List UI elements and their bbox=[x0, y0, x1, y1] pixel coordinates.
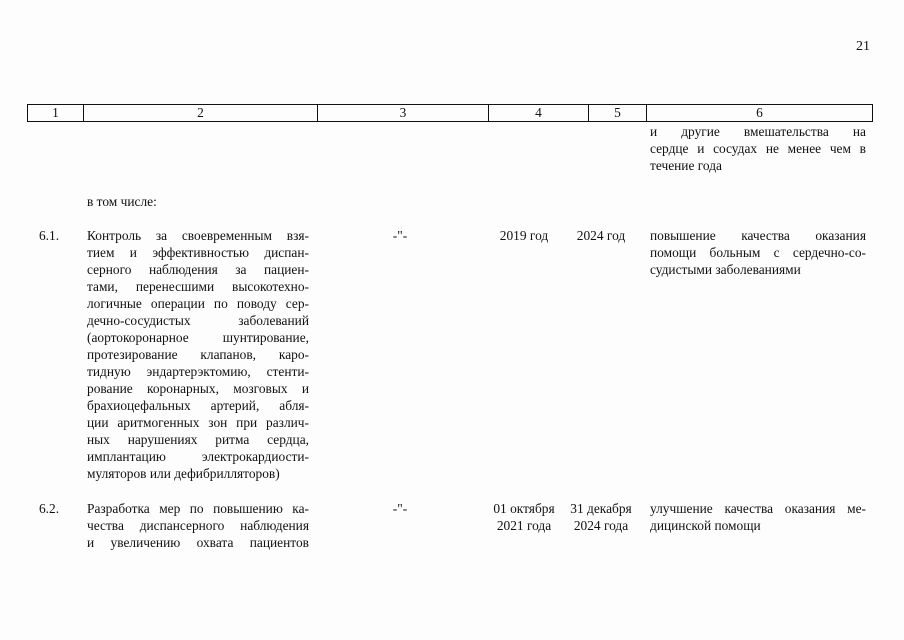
text-line: и увеличению охвата пациентов bbox=[87, 535, 309, 550]
column-header-1: 1 bbox=[28, 105, 84, 121]
text-line: повышение качества оказания bbox=[650, 228, 866, 243]
text-line: дечно-сосудистых заболеваний bbox=[87, 313, 309, 328]
text-line: 2024 год bbox=[576, 228, 626, 243]
text-line: Разработка мер по повышению ка- bbox=[87, 501, 309, 516]
row-end-date bbox=[562, 227, 640, 244]
row-start-date bbox=[490, 227, 558, 244]
page-number: 21 bbox=[856, 39, 870, 54]
continuation-col6 bbox=[650, 123, 866, 174]
text-line: муляторов или дефибрилляторов) bbox=[87, 466, 280, 481]
row-end-date bbox=[562, 500, 640, 534]
row-result bbox=[650, 227, 866, 278]
text-line: 2019 год bbox=[499, 228, 549, 243]
subheading: в том числе: bbox=[87, 194, 157, 209]
text-line: логичные операции по поводу сер- bbox=[87, 296, 309, 311]
column-header-2: 2 bbox=[84, 105, 318, 121]
text-line: и другие вмешательства на bbox=[650, 124, 866, 139]
table-header-row bbox=[27, 104, 873, 122]
text-line: течение года bbox=[650, 158, 722, 173]
text-line: Контроль за своевременным взя- bbox=[87, 228, 309, 243]
text-line: (аортокоронарное шунтирование, bbox=[87, 330, 309, 345]
text-line: тидную эндартерэктомию, стенти- bbox=[87, 364, 309, 379]
text-line: помощи больным с сердечно-со- bbox=[650, 245, 866, 260]
text-line: имплантацию электрокардиости- bbox=[87, 449, 309, 464]
text-line: серного наблюдения за пациен- bbox=[87, 262, 309, 277]
text-line: 31 декабря bbox=[570, 501, 632, 516]
text-line: чества диспансерного наблюдения bbox=[87, 518, 309, 533]
column-header-5: 5 bbox=[589, 105, 647, 121]
row-description bbox=[87, 227, 309, 482]
text-line: сердце и сосудах не менее чем в bbox=[650, 141, 866, 156]
text-line: 2021 года bbox=[496, 518, 552, 533]
text-line: дицинской помощи bbox=[650, 518, 761, 533]
text-line: 2024 года bbox=[573, 518, 629, 533]
text-line: рование коронарных, мозговых и bbox=[87, 381, 309, 396]
text-line: ных нарушениях ритма сердца, bbox=[87, 432, 309, 447]
column-header-4: 4 bbox=[489, 105, 589, 121]
text-line: улучшение качества оказания ме- bbox=[650, 501, 866, 516]
text-line: протезирование клапанов, каро- bbox=[87, 347, 309, 362]
text-line: тием и эффективностью диспан- bbox=[87, 245, 309, 260]
text-line: тами, перенесшими высокотехно- bbox=[87, 279, 309, 294]
row-number: 6.2. bbox=[38, 501, 60, 516]
row-description bbox=[87, 500, 309, 551]
text-line: брахиоцефальных артерий, абля- bbox=[87, 398, 309, 413]
column-header-6: 6 bbox=[756, 105, 763, 120]
text-line: 01 октября bbox=[493, 501, 555, 516]
text-line: судистыми заболеваниями bbox=[650, 262, 801, 277]
text-line: ции аритмогенных зон при различ- bbox=[87, 415, 309, 430]
row-start-date bbox=[490, 500, 558, 534]
row-number: 6.1. bbox=[38, 228, 60, 243]
row-result bbox=[650, 500, 866, 534]
row-executor: -"- bbox=[392, 228, 408, 243]
row-executor: -"- bbox=[392, 501, 408, 516]
column-header-3: 3 bbox=[318, 105, 489, 121]
